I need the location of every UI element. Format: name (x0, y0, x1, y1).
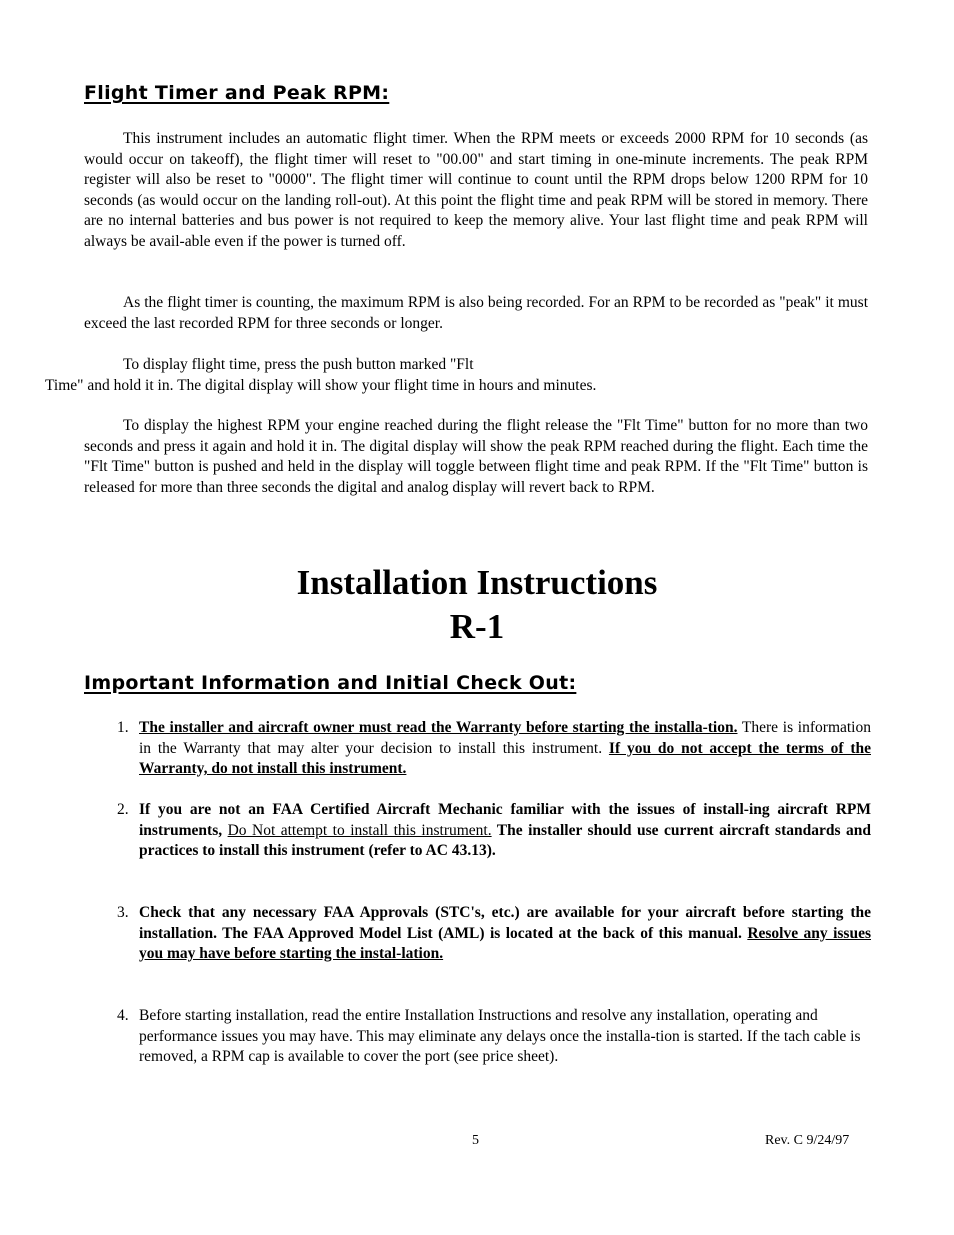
installation-title: Installation Instructions (296, 563, 658, 602)
checklist-item-1 (117, 718, 871, 780)
item-4-text: Before starting installation, read the entire Installation Instructions and resolve any installation, operating and performance issues you may have. This may eliminate any delays once the installa-tion is started. If the tach cable is removed, a RPM cap is available to cover the port (see price sheet). (139, 1007, 861, 1066)
flight-timer-heading: Flight Timer and Peak RPM: (84, 82, 390, 104)
item-1-text: There is information in the Warranty that may alter your decision to install this instrument. (139, 719, 871, 757)
flight-timer-paragraph-3-line-1: To display flight time, press the push button marked "Flt (123, 356, 474, 373)
item-3-text: Check that any necessary FAA Approvals (STC's, etc.) are available for your aircraft before starting the installation. The FAA Approved Model List (AML) is located at the back of this manual. (139, 904, 871, 942)
item-number: 4. (117, 1007, 129, 1024)
item-2-text-end: The installer should use current aircraft standards and practices to install this instrument (refer to AC 43.13). (139, 821, 871, 860)
revision-label: Rev. C 9/24/97 (765, 1133, 850, 1148)
checklist-item-3 (117, 903, 871, 965)
flight-timer-paragraph-3 (45, 355, 868, 396)
page-number: 5 (472, 1133, 479, 1148)
checklist-item-2 (117, 800, 871, 862)
item-2-warning: Do Not attempt to install this instrument. (227, 821, 492, 839)
item-3-warning: Resolve any issues you may have before starting the instal-lation. (139, 924, 871, 963)
installation-model: R-1 (449, 607, 505, 646)
item-number: 2. (117, 801, 129, 818)
flight-timer-paragraph-4: To display the highest RPM your engine reached during the flight release the "Flt Time" button for no more than two seconds and press it again and hold it in. The digital display will show the peak RPM reached during the flight. Each time the "Flt Time" button is pushed and held in the display will toggle between flight time and peak RPM. If the "Flt Time" button is released for more than three seconds the digital and analog display will revert back to RPM. (84, 417, 868, 496)
item-number: 1. (117, 719, 129, 736)
item-number: 3. (117, 904, 129, 921)
flight-timer-paragraph-3-line-2: Time" and hold it in. The digital display will show your flight time in hours and minutes. (45, 376, 597, 394)
important-info-heading: Important Information and Initial Check Out: (84, 672, 577, 694)
item-1-warning-end: If you do not accept the terms of the Warranty, do not install this instrument. (139, 739, 871, 778)
item-1-warning: The installer and aircraft owner must read the Warranty before starting the installa-tion. (139, 719, 738, 736)
item-2-text: If you are not an FAA Certified Aircraft Mechanic familiar with the issues of install-ing aircraft RPM instruments, (139, 801, 871, 839)
flight-timer-paragraph-2: As the flight timer is counting, the maximum RPM is also being recorded. For an RPM to be recorded as "peak" it must exceed the last recorded RPM for three seconds or longer. (84, 294, 868, 332)
checklist-item-4 (117, 1006, 861, 1068)
flight-timer-paragraph-1: This instrument includes an automatic flight timer. When the RPM meets or exceeds 2000 RPM for 10 seconds (as would occur on takeoff), the flight timer will reset to "00.00" and start timing in one-minute increments. The peak RPM register will also be reset to "0000". The flight timer will continue to count until the RPM drops below 1200 RPM for 10 seconds (as would occur on the landing roll-out). At this point the flight time and peak RPM will be stored in memory. There are no internal batteries and bus power is not required to keep the memory alive. Your last flight time and peak RPM will always be avail-able even if the power is turned off. (84, 130, 868, 250)
